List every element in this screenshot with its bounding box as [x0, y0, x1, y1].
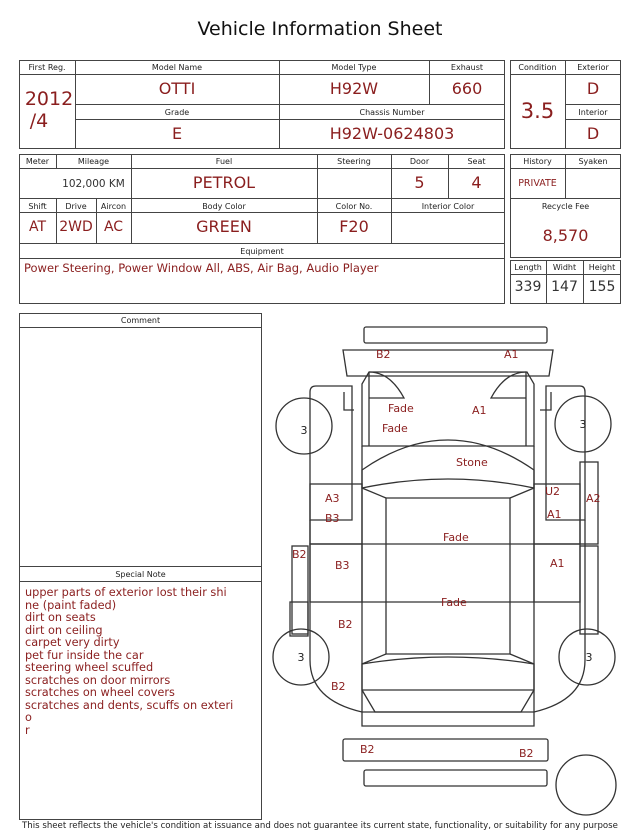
mark-right-front-door: A1: [547, 508, 562, 521]
mark-rear-bumper-left: B2: [360, 743, 375, 756]
note-line: steering wheel scuffed: [25, 661, 154, 674]
exterior-label: Exterior: [577, 63, 609, 72]
model-name-label: Model Name: [151, 63, 203, 72]
first-reg-month: /4: [29, 110, 49, 132]
shift-value: AT: [28, 219, 47, 235]
width-value: 147: [551, 279, 578, 295]
note-line: upper parts of exterior lost their shi: [25, 586, 227, 599]
seat-label: Seat: [467, 157, 486, 166]
seat-value: 4: [471, 173, 482, 192]
mark-left-front-door: A3: [325, 492, 340, 505]
mark-right-mirror: A2: [586, 492, 601, 505]
chassis-number-label: Chassis Number: [359, 108, 425, 117]
drive-value: 2WD: [59, 219, 93, 235]
mark-front-bumper-right: A1: [504, 348, 519, 361]
note-line: ne (paint faded): [25, 598, 117, 612]
length-label: Length: [514, 263, 542, 272]
length-value: 339: [514, 279, 542, 295]
exhaust-value: 660: [451, 79, 483, 98]
meter-label: Meter: [25, 157, 50, 166]
color-no-value: F20: [339, 217, 369, 236]
mark-right-front-pillar: U2: [545, 485, 561, 498]
exhaust-label: Exhaust: [450, 63, 484, 72]
width-label: Widht: [552, 263, 577, 272]
mark-left-rear-fender: B2: [331, 680, 346, 693]
note-line: scratches and dents, scuffs on exterio: [25, 698, 234, 724]
mark-rear-bumper-right: B2: [519, 747, 534, 760]
comment-label: Comment: [120, 316, 161, 325]
mark-windshield: Stone: [456, 456, 488, 469]
wheel-rr-grade: 3: [585, 651, 593, 664]
special-note-label: Special Note: [115, 570, 166, 579]
note-line: scratches on door mirrors: [25, 673, 171, 687]
interior-color-label: Interior Color: [421, 202, 475, 211]
grade-label: Grade: [164, 108, 190, 117]
shift-label: Shift: [28, 202, 47, 211]
mark-hood-right: A1: [472, 404, 487, 417]
mark-fender-left: Fade: [382, 422, 408, 435]
page-title: Vehicle Information Sheet: [197, 18, 443, 40]
fuel-value: PETROL: [192, 173, 256, 192]
recycle-fee-label: Recycle Fee: [541, 202, 590, 211]
history-label: History: [523, 157, 552, 166]
model-type-value: H92W: [329, 79, 379, 98]
mark-left-quarter: B2: [338, 618, 353, 631]
condition-score: 3.5: [520, 99, 555, 123]
height-label: Height: [588, 263, 616, 272]
mark-front-bumper-left: B2: [376, 348, 391, 361]
note-line: scratches on wheel covers: [25, 686, 175, 699]
model-name-value: OTTI: [158, 79, 196, 98]
car-damage-diagram: [268, 318, 620, 818]
height-value: 155: [588, 279, 616, 295]
note-line: carpet very dirty: [25, 636, 120, 649]
steering-label: Steering: [337, 157, 371, 166]
mark-hood-left: Fade: [388, 402, 414, 415]
grade-value: E: [171, 124, 183, 143]
mileage-label: Mileage: [77, 157, 110, 166]
wheel-fl-grade: 3: [300, 424, 308, 437]
mark-roof-front: Fade: [443, 531, 469, 544]
condition-label: Condition: [518, 63, 557, 72]
disclaimer-footer: This sheet reflects the vehicle's condition at issuance and does not guarantee its current state, functionality, or suitability for any purpose: [22, 821, 618, 831]
chassis-number-value: H92W-0624803: [329, 124, 455, 143]
syaken-label: Syaken: [578, 157, 608, 166]
aircon-value: AC: [103, 219, 124, 235]
note-line: r: [25, 723, 30, 737]
wheel-rl-grade: 3: [297, 651, 305, 664]
door-label: Door: [409, 157, 430, 166]
fuel-label: Fuel: [215, 157, 233, 166]
door-value: 5: [414, 173, 425, 192]
drive-label: Drive: [65, 202, 87, 211]
first-reg-year: 2012: [24, 88, 74, 110]
mileage-value: 102,000 KM: [62, 178, 125, 190]
mark-left-front-door-b: B3: [325, 512, 340, 525]
wheel-fr-grade: 3: [579, 418, 587, 431]
interior-label: Interior: [578, 108, 608, 117]
body-color-label: Body Color: [202, 202, 246, 211]
aircon-label: Aircon: [100, 202, 127, 211]
color-no-label: Color No.: [335, 202, 373, 211]
equipment-label: Equipment: [240, 247, 284, 256]
body-color-value: GREEN: [196, 217, 252, 236]
mark-left-sill: B2: [292, 548, 307, 561]
first-reg-label: First Reg.: [28, 63, 66, 72]
equipment-value: Power Steering, Power Window All, ABS, Air Bag, Audio Player: [24, 261, 379, 275]
mark-right-rear-door: A1: [550, 557, 565, 570]
history-value: PRIVATE: [518, 178, 557, 189]
exterior-grade: D: [586, 79, 600, 98]
mark-left-rear-door: B3: [335, 559, 350, 572]
note-line: dirt on ceiling: [25, 623, 103, 637]
interior-grade: D: [586, 124, 600, 143]
mark-roof-rear: Fade: [441, 596, 467, 609]
model-type-label: Model Type: [331, 63, 377, 72]
special-notes-list: [25, 587, 237, 737]
note-line: pet fur inside the car: [25, 648, 144, 662]
note-line: dirt on seats: [25, 611, 96, 624]
recycle-fee-value: 8,570: [542, 226, 589, 245]
